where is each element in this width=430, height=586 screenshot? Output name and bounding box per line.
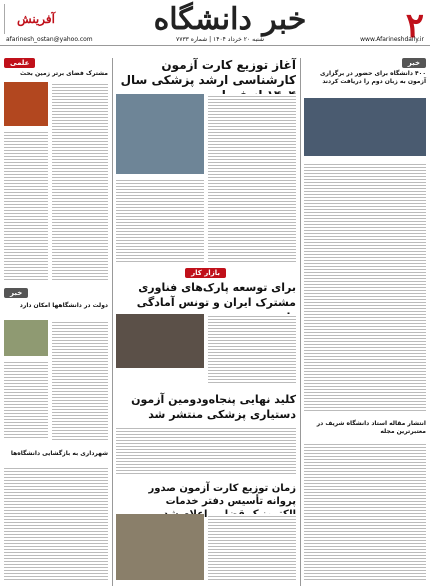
residency-headline: کلید نهایی پنجاه‌ودومین آزمون دستیاری پزشکی منتشر شد	[131, 393, 296, 421]
secondary-logo: آفرینش	[4, 4, 67, 34]
brief-section-tag: خبر	[4, 288, 28, 298]
column-divider	[300, 58, 301, 586]
column-divider	[112, 58, 113, 586]
right-column	[304, 58, 426, 586]
story-text	[208, 314, 296, 384]
main-headline: آغاز توزیع کارت آزمون کارشناسی ارشد پزشکی سال	[120, 58, 296, 87]
middle-column	[116, 58, 296, 586]
story-text	[4, 360, 48, 440]
story-text	[52, 82, 108, 282]
exam-photo	[116, 94, 204, 174]
story-text	[116, 426, 296, 476]
news-photo	[304, 98, 426, 156]
park-section-tag: بازار کار	[185, 268, 226, 278]
top-right-headline: ۴۰۰ دانشگاه برای حضور در برگزاری آزمون به زبان دوم را دریافت کردند	[320, 70, 426, 85]
park-headline: برای توسعه پارک‌های فناوری مشترک ایران و تونس آمادگی	[136, 281, 296, 309]
science-photo	[4, 82, 48, 126]
meeting-photo	[116, 314, 204, 368]
hands-photo	[116, 514, 204, 580]
story-text	[52, 320, 108, 440]
story-text	[304, 442, 426, 582]
science-section-tag: علمی	[4, 58, 35, 68]
left-bottom-headline: شهرداری به بازگشایی دانشگاه‌ها	[10, 450, 108, 457]
masthead-info-bar	[0, 36, 430, 46]
story-text	[4, 130, 48, 282]
dateline: شنبه ۲۰ خرداد ۱۴۰۴ | شماره ۷۷۳۳	[176, 36, 264, 43]
email-text: afarinesh_ostan@yahoo.com	[6, 36, 93, 43]
left-mid-headline: دولت در دانشگاهها امکان دارد	[19, 302, 108, 309]
story-text	[116, 178, 204, 262]
sharif-headline: انتشار مقاله استاد دانشگاه شریف در معتبرترین مجله	[316, 420, 426, 435]
story-text	[4, 466, 108, 582]
story-text	[208, 94, 296, 262]
newspaper-logo: خبر دانشگاه	[153, 2, 307, 37]
website-text: www.Afarineshdaily.ir	[360, 36, 424, 43]
science-headline: مشترک فضای برتر زمین بحث	[19, 70, 108, 77]
news-section-tag: خبر	[402, 58, 426, 68]
page-number: ۲	[405, 6, 424, 46]
masthead	[0, 0, 430, 50]
story-text	[304, 162, 426, 412]
story-text	[208, 514, 296, 580]
left-column	[4, 58, 108, 586]
brief-photo	[4, 320, 48, 356]
bottom-headline: زمان توزیع کارت آزمون صدور پروانه تأسیس دفتر خدمات	[148, 483, 296, 507]
